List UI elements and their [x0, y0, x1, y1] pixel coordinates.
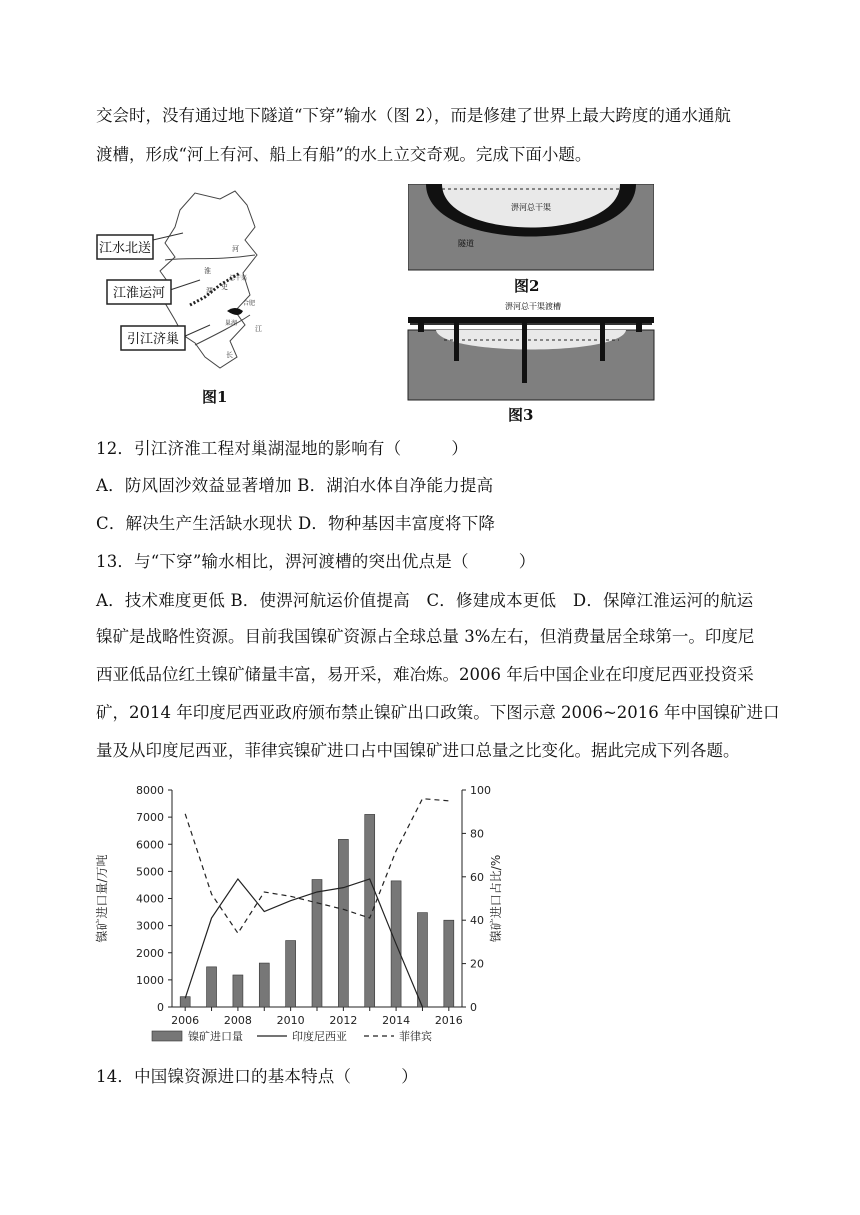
lake-chaohu: [227, 308, 243, 315]
legend-label-indonesia: 印度尼西亚: [292, 1030, 347, 1043]
y2-tick-label: 60: [470, 870, 484, 884]
legend-label-philippines: 菲律宾: [399, 1030, 432, 1043]
svg-text:合肥: 合肥: [243, 300, 256, 307]
map-label-1: 江水北送: [98, 241, 152, 256]
figure-1-caption: 图1: [202, 388, 228, 406]
y2-tick-label: 40: [470, 914, 484, 928]
bar-import-volume: [233, 975, 243, 1007]
y2-tick-label: 0: [470, 1001, 477, 1014]
bar-import-volume: [444, 920, 454, 1007]
y-tick-label: 5000: [136, 865, 164, 879]
y-axis-label: 镍矿进口量/万吨: [95, 854, 109, 943]
x-tick-label: 2012: [329, 1014, 358, 1027]
x-tick-label: 2010: [276, 1014, 305, 1027]
leader-3: [183, 325, 210, 337]
bar-import-volume: [338, 839, 348, 1007]
leader-2: [170, 280, 200, 290]
y-tick-label: 0: [157, 1001, 164, 1014]
figure-1-map: [95, 185, 310, 385]
y-tick-label: 7000: [136, 811, 164, 825]
y-tick-label: 3000: [136, 919, 164, 933]
legend-label-bar: 镍矿进口量: [188, 1030, 243, 1043]
svg-text:淮: 淮: [204, 267, 211, 275]
fig3-label-top: 淠河总干渠渡槽: [505, 302, 561, 311]
q13-stem: 13．与“下穿”输水相比，淠河渡槽的突出优点是（ ）: [96, 552, 536, 571]
bar-import-volume: [312, 880, 322, 1007]
q14-stem: 14．中国镍资源进口的基本特点（ ）: [96, 1067, 418, 1086]
figure-3-aqueduct: [404, 296, 658, 402]
y2-tick-label: 80: [470, 827, 484, 841]
intro-line-1: 交会时，没有通过地下隧道“下穿”输水（图 2），而是修建了世界上最大跨度的通水通航: [96, 106, 731, 125]
svg-text:江: 江: [255, 325, 262, 333]
x-tick-label: 2006: [171, 1014, 200, 1027]
svg-text:长: 长: [226, 351, 233, 359]
nickel-import-chart: [92, 778, 512, 1053]
passage2-line-2: 西亚低品位红土镍矿储量丰富，易开采，难冶炼。2006 年后中国企业在印度尼西亚投资采: [96, 665, 754, 684]
y2-tick-label: 100: [470, 784, 491, 797]
river-huai: [165, 255, 255, 260]
x-tick-label: 2016: [434, 1014, 463, 1027]
bar-import-volume: [286, 941, 296, 1007]
bar-import-volume: [259, 963, 269, 1007]
map-label-2: 江淮运河: [112, 286, 166, 301]
svg-text:巢湖: 巢湖: [225, 320, 238, 327]
y-tick-label: 6000: [136, 838, 164, 852]
y-tick-label: 8000: [136, 784, 164, 797]
q12-options-cd: C．解决生产生活缺水现状 D．物种基因丰富度将下降: [96, 514, 496, 533]
q12-stem: 12．引江济淮工程对巢湖湿地的影响有（ ）: [96, 439, 469, 458]
y-tick-label: 2000: [136, 946, 164, 960]
bar-import-volume: [417, 913, 427, 1007]
yangtze-river: [195, 315, 250, 345]
fig2-label-top: 淠河总干渠: [511, 203, 551, 212]
figure-2-caption: 图2: [514, 277, 540, 295]
q12-options-ab: A．防风固沙效益显著增加 B．湖泊水体自净能力提高: [96, 476, 494, 495]
legend-swatch-bar: [152, 1031, 182, 1041]
x-tick-label: 2014: [382, 1014, 411, 1027]
y2-tick-label: 20: [470, 957, 484, 971]
svg-text:总干渠: 总干渠: [229, 275, 248, 282]
passage2-line-4: 量及从印度尼西亚，菲律宾镍矿进口占中国镍矿进口总量之比变化。据此完成下列各题。: [96, 741, 740, 760]
svg-text:河: 河: [232, 245, 239, 253]
svg-text:史: 史: [221, 283, 228, 291]
map-label-3: 引江济巢: [126, 332, 180, 347]
q13-options: A．技术难度更低 B．使淠河航运价值提高 C．修建成本更低 D．保障江淮运河的航运: [96, 591, 754, 610]
intro-line-2: 渡槽，形成“河上有河、船上有船”的水上立交奇观。完成下面小题。: [96, 145, 592, 164]
bar-import-volume: [207, 967, 217, 1007]
passage2-line-1: 镍矿是战略性资源。目前我国镍矿资源占全球总量 3%左右，但消费量居全球第一。印度尼: [96, 627, 755, 646]
passage2-line-3: 矿，2014 年印度尼西亚政府颁布禁止镍矿出口政策。下图示意 2006~2016 年中国镍矿进口: [96, 703, 780, 722]
x-tick-label: 2008: [223, 1014, 252, 1027]
fig2-label-bottom: 隧道: [458, 239, 474, 248]
line-indonesia: [185, 879, 422, 1007]
y2-axis-label: 镍矿进口占比/%: [489, 854, 503, 943]
figure-2-tunnel: [408, 184, 654, 272]
y-tick-label: 1000: [136, 973, 164, 987]
svg-text:淠: 淠: [206, 287, 213, 295]
y-tick-label: 4000: [136, 892, 164, 906]
figure-3-caption: 图3: [508, 406, 534, 424]
